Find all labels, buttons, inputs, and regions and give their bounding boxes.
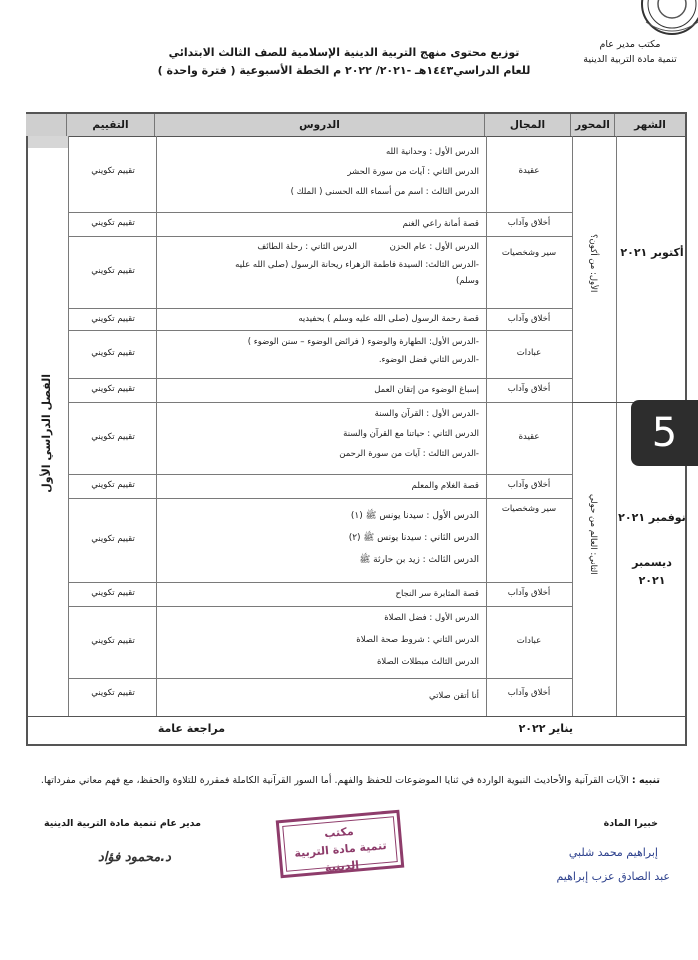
lesson-text: الدرس الثاني : شروط صحة الصلاة [356,635,479,645]
document-title [110,44,578,80]
eval-cell: تقييم تكويني [91,688,135,698]
final-review: مراجعة عامة [157,722,225,735]
lesson-text: -الدرس الثاني فضل الوضوء. [378,355,479,365]
eval-cell: تقييم تكويني [91,218,135,228]
eval-cell: تقييم تكويني [91,348,135,358]
stamp-line-1: مكتب [323,824,355,841]
lesson-text: الدرس الأول : وحدانية الله [385,147,479,157]
lesson-text: إسباغ الوضوء من إتقان العمل [374,385,479,395]
ministry-logo [606,0,698,36]
axis-first: الأول: من أكون؟ [588,234,598,293]
lesson-text: الدرس الثالث : اسم من أسماء الله الحسنى ( الملك ) [290,187,479,197]
lesson-text: قصة أمانة راعي الغنم [402,219,479,229]
office-label [570,37,690,67]
domain-ibadat-1: عبادات [516,348,542,358]
lesson-text: الدرس الثاني : حياتنا مع القرآن والسنة [343,429,479,439]
domain-akhlaq-4: أخلاق وآداب [507,480,551,490]
director-signature: د.محمود فؤاد [98,850,171,865]
month-december: ديسمبر ٢٠٢١ [632,556,672,587]
domain-akhlaq-3: أخلاق وآداب [507,384,551,394]
month-october: أكتوبر ٢٠٢١ [620,246,684,259]
lesson-text: الدرس الأول : عام الحزن [389,242,479,252]
header-month: الشهر [614,114,685,136]
lesson-row-8 [412,480,479,492]
expert-name-2: عبد الصادق عزب إبراهيم [556,870,670,883]
eval-cell: تقييم تكويني [91,314,135,324]
title-line-2: للعام الدراسي١٤٤٣هـ -٢٠٢١/ ٢٠٢٢ م الخطة الأسبوعية ( فترة واحدة ) [157,64,531,77]
lesson-text: الدرس الأول : فضل الصلاة [384,613,479,623]
lesson-text: أنا أتقن صلاتي [429,691,479,701]
office-stamp [276,810,405,879]
domain-aqeeda-1: عقيدة [518,166,540,176]
office-line-2: تنمية مادة التربية الدينية [583,54,677,65]
domain-akhlaq-5: أخلاق وآداب [507,588,551,598]
lesson-text: الدرس الثاني : آيات من سورة الحشر [347,167,479,177]
domain-seer-2: سير وشخصيات [501,504,557,514]
lesson-row-12 [429,690,479,702]
lesson-text: -الدرس الثالث: السيدة فاطمة الزهراء ريحانة الرسول (صلى الله عليه [235,260,479,270]
stamp-line-2: تنمية مادة التربية الدينية [293,838,388,875]
header-evaluation: التقييم [66,114,154,136]
eval-cell: تقييم تكويني [91,266,135,276]
lesson-row-2 [403,218,479,230]
lesson-text: -الدرس الأول : القرآن والسنة [374,409,479,419]
lesson-text: الدرس الثاني : سيدنا يونس ﷺ (٢) [348,533,479,543]
domain-ibadat-2: عبادات [516,636,542,646]
experts-title: خبيرا المادة [603,818,658,829]
domain-akhlaq-1: أخلاق وآداب [507,218,551,228]
semester-label: الفصل الدراسي الأول [40,374,53,493]
lesson-text: وسلم) [455,276,479,286]
lesson-row-7 [339,408,479,460]
lesson-text: قصة رحمة الرسول (صلى الله عليه وسلم ) بحفيديه [298,314,479,324]
lesson-text: -الدرس الثالث : آيات من سورة الرحمن [339,449,479,459]
header-axis: المحور [570,114,614,136]
month-january: يناير ٢٠٢٢ [518,722,573,735]
lesson-row-6 [374,384,479,396]
eval-cell: تقييم تكويني [91,636,135,646]
lesson-row-5 [248,336,479,366]
lesson-text: الدرس الأول : سيدنا يونس ﷺ (١) [350,511,479,521]
lesson-text: الدرس الثالث : زيد بن حارثة ﷺ [359,555,479,565]
eval-cell: تقييم تكويني [91,588,135,598]
header-semester [26,114,66,136]
lesson-text: الدرس الثاني : رحلة الطائف [257,242,357,252]
title-line-1: توزيع محتوى منهج التربية الدينية الإسلامية للصف الثالث الابتدائي [168,46,520,59]
lesson-row-9 [349,510,479,566]
lesson-row-11 [356,612,479,668]
curriculum-table [26,112,687,746]
lesson-row-10 [395,588,479,600]
axis-second: الثاني: العالم من حولي [588,494,598,575]
note-text: الآيات القرآنية والأحاديث النبوية الواردة في ثنايا الموضوعات للحفظ والفهم. أما السور القرآنية الكاملة فمقررة للتلاوة والحفظ، مع فهم معاني مفرداتها. [40,775,629,786]
domain-akhlaq-2: أخلاق وآداب [507,314,551,324]
lesson-text: قصة الغلام والمعلم [411,481,479,491]
note-label: تنبيه : [631,775,660,786]
header-domain: المجال [484,114,570,136]
lesson-row-3 [161,241,479,287]
note-paragraph [18,771,660,790]
lesson-text: الدرس الثالث مبطلات الصلاة [376,657,479,667]
lesson-text: -الدرس الأول: الطهارة والوضوء ( فرائض الوضوء – سنن الوضوء ) [247,337,479,347]
domain-seer-1: سير وشخصيات [501,248,557,258]
header-lessons: الدروس [154,114,484,136]
eval-cell: تقييم تكويني [91,384,135,394]
eval-cell: تقييم تكويني [91,166,135,176]
month-november: نوفمبر ٢٠٢١ [618,511,686,524]
domain-aqeeda-2: عقيدة [518,432,540,442]
lesson-pair [161,241,479,253]
domain-akhlaq-6: أخلاق وآداب [507,688,551,698]
director-title: مدير عام تنمية مادة التربية الدينية [44,818,202,829]
page-number-badge: 5 [631,400,698,466]
eval-cell: تقييم تكويني [91,534,135,544]
lesson-row-4 [298,313,479,325]
lesson-row-1 [291,146,479,198]
lesson-text: قصة المثابرة سر النجاح [395,589,479,599]
eval-cell: تقييم تكويني [91,480,135,490]
office-line-1: مكتب مدير عام [599,39,661,50]
expert-name-1: إبراهيم محمد شلبي [568,846,658,859]
eval-cell: تقييم تكويني [91,432,135,442]
